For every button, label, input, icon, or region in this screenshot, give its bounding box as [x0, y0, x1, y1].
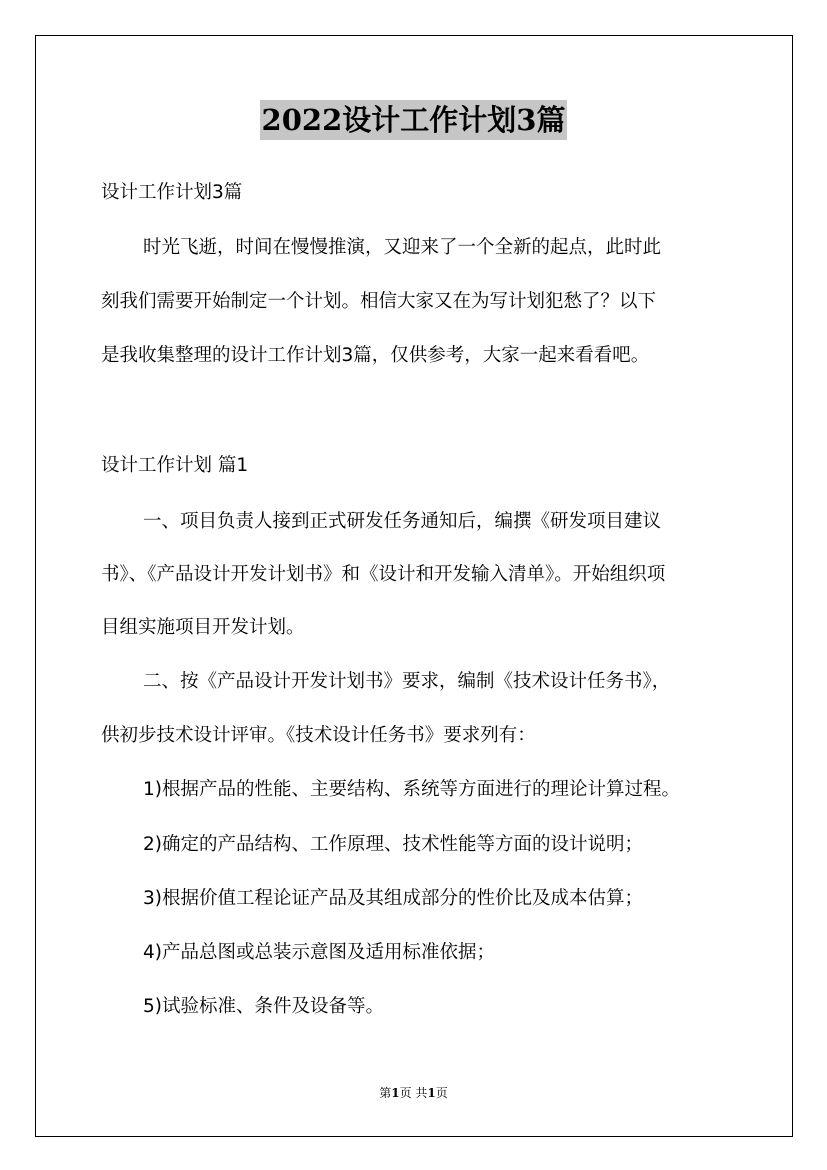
list-item-4: 4)产品总图或总装示意图及适用标准依据；	[143, 942, 495, 963]
list-item-3: 3)根据价值工程论证产品及其组成部分的性价比及成本估算；	[143, 888, 643, 909]
paragraph-2-line-2: 供初步技术设计评审。《技术设计任务书》要求列有：	[101, 725, 536, 746]
footer-suffix: 页	[435, 1086, 448, 1100]
paragraph-1-line-1: 一、项目负责人接到正式研发任务通知后，编撰《研发项目建议	[143, 511, 662, 532]
list-item-2: 2)确定的产品结构、工作原理、技术性能等方面的设计说明；	[143, 834, 643, 855]
list-item-1: 1)根据产品的性能、主要结构、系统等方面进行的理论计算过程。	[143, 779, 680, 800]
intro-line-3: 是我收集整理的设计工作计划3篇，仅供参考，大家一起来看看吧。	[101, 345, 650, 366]
list-item-5: 5)试验标准、条件及设备等。	[143, 996, 384, 1017]
intro-line-1: 时光飞逝，时间在慢慢推演，又迎来了一个全新的起点，此时此	[143, 237, 662, 258]
footer-prefix: 第	[379, 1086, 392, 1100]
footer-middle: 页 共	[399, 1086, 428, 1100]
document-title: 2022设计工作计划3篇	[260, 100, 568, 140]
subtitle: 设计工作计划3篇	[101, 182, 243, 203]
page-footer	[0, 1084, 827, 1101]
intro-line-2: 刻我们需要开始制定一个计划。相信大家又在为写计划犯愁了？以下	[101, 291, 657, 312]
title-container	[0, 100, 827, 140]
footer-page-number: 1	[391, 1086, 400, 1100]
footer-page-total: 1	[427, 1086, 436, 1100]
section-heading: 设计工作计划 篇1	[101, 455, 249, 476]
paragraph-1-line-3: 目组实施项目开发计划。	[101, 617, 305, 638]
paragraph-1-line-2: 书》、《产品设计开发计划书》和《设计和开发输入清单》。开始组织项	[101, 564, 666, 585]
paragraph-2-line-1: 二、按《产品设计开发计划书》要求，编制《技术设计任务书》，	[143, 671, 671, 692]
